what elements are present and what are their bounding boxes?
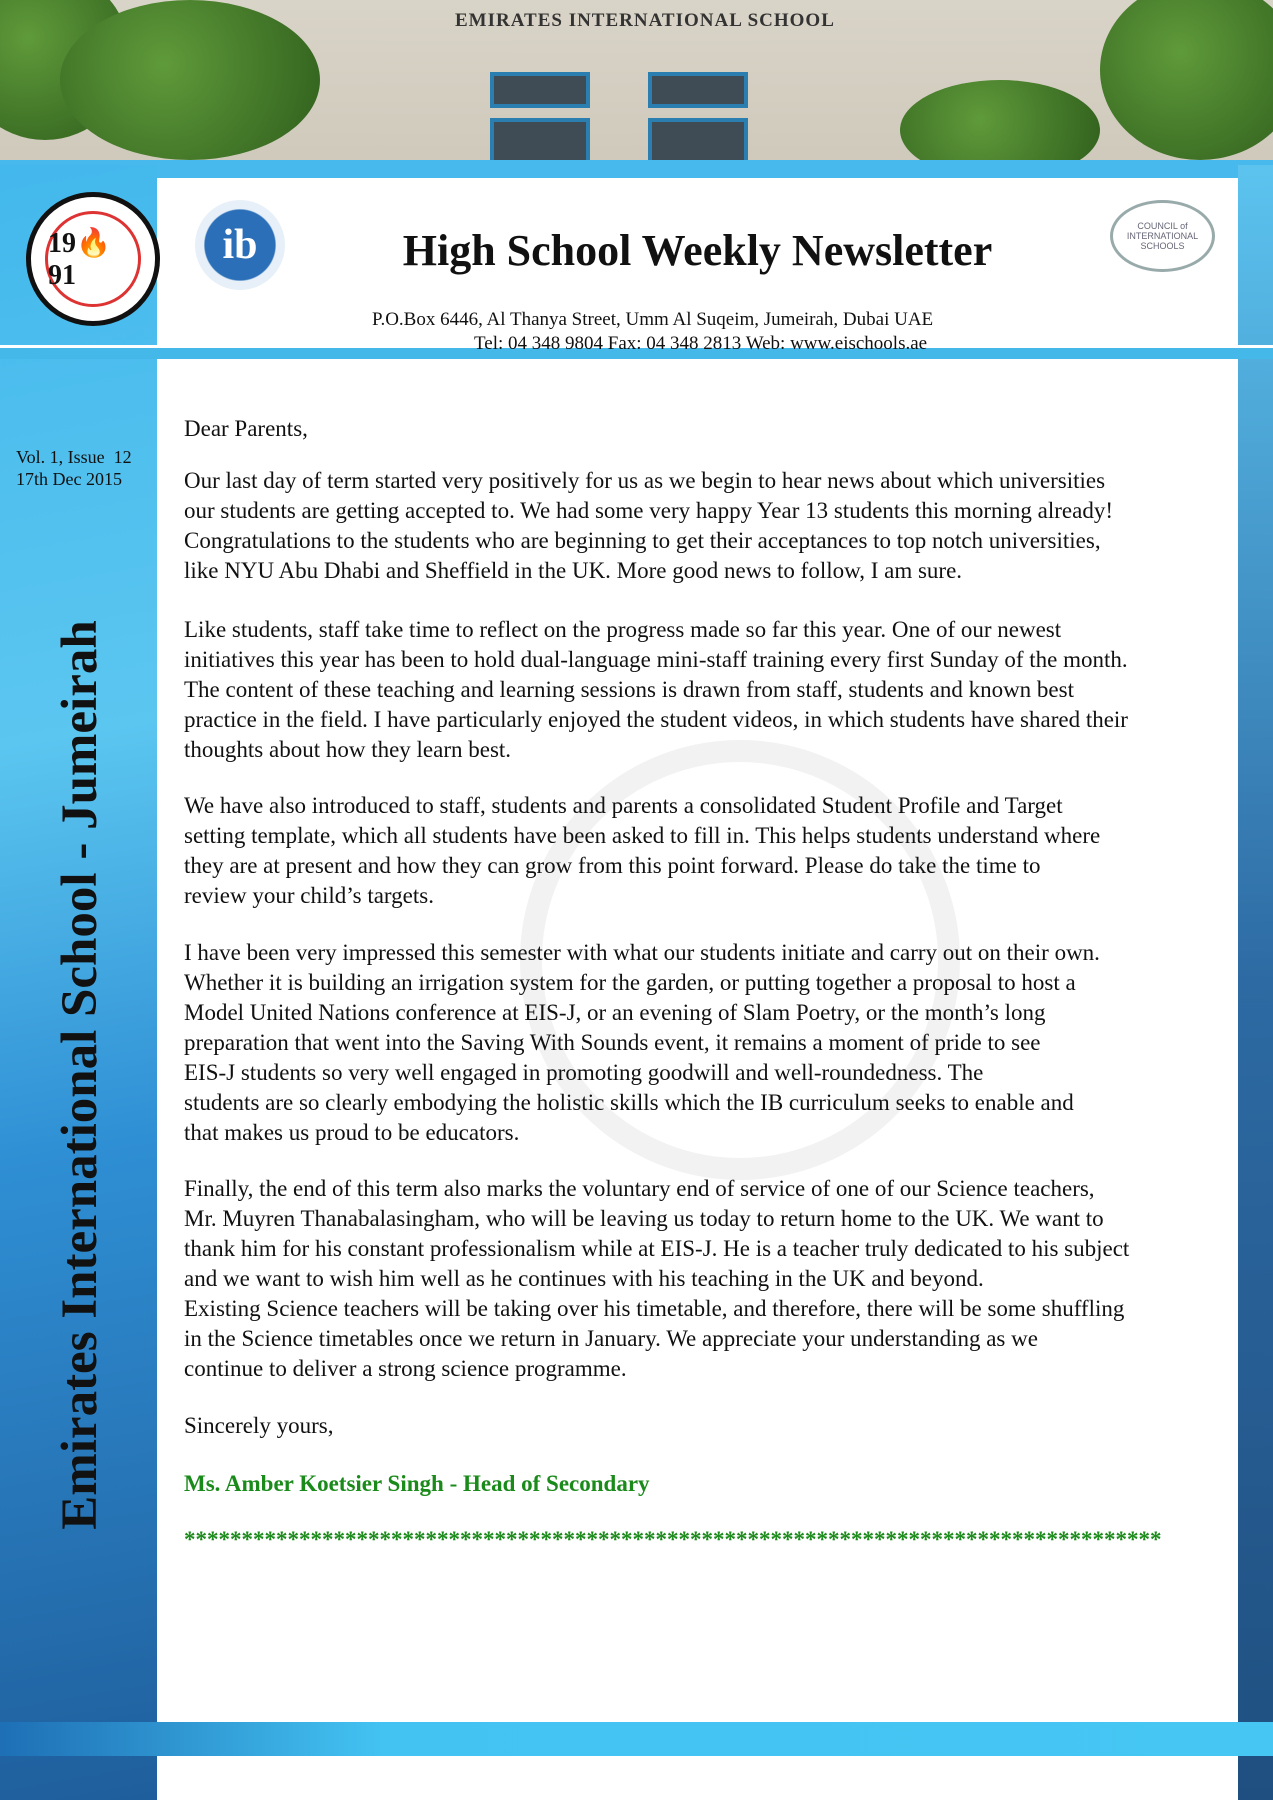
paragraph-5	[184, 1174, 1238, 1384]
text-line: We have also introduced to staff, students and parents a consolidated Student Profile and Target	[184, 793, 1063, 818]
contact-info: Tel: 04 348 9804 Fax: 04 348 2813 Web: www.eischools.ae	[474, 333, 928, 354]
star-divider: *************************************************************************************	[184, 1527, 1162, 1552]
text-line: our students are getting accepted to. We had some very happy Year 13 students this morning already!	[184, 498, 1113, 523]
eis-logo: 19🔥91	[26, 192, 160, 326]
text-line: Finally, the end of this term also marks the voluntary end of service of one of our Science teachers,	[184, 1176, 1095, 1201]
right-bar	[1238, 165, 1273, 1800]
address: P.O.Box 6446, Al Thanya Street, Umm Al Suqeim, Jumeirah, Dubai UAE	[372, 309, 934, 330]
greeting: Dear Parents,	[184, 416, 308, 441]
text-line: practice in the field. I have particularly enjoyed the student videos, in which students have shared their	[184, 707, 1128, 732]
paragraph-2	[184, 615, 1238, 765]
signature: Ms. Amber Koetsier Singh - Head of Secondary	[184, 1471, 650, 1496]
school-building-photo	[0, 0, 1273, 170]
volume-issue: Vol. 1, Issue 12	[16, 447, 132, 467]
text-line: The content of these teaching and learning sessions is drawn from staff, students and known best	[184, 677, 1074, 702]
text-line: initiatives this year has been to hold dual-language mini-staff training every first Sunday of the month.	[184, 647, 1128, 672]
text-line: and we want to wish him well as he continues with his teaching in the UK and beyond.	[184, 1266, 984, 1291]
building-sign: EMIRATES INTERNATIONAL SCHOOL	[455, 10, 835, 31]
text-line: Like students, staff take time to reflect on the progress made so far this year. One of our newest	[184, 617, 1062, 642]
text-line: Whether it is building an irrigation system for the garden, or putting together a proposal to host a	[184, 970, 1076, 995]
text-line: students are so clearly embodying the holistic skills which the IB curriculum seeks to enable and	[184, 1090, 1074, 1115]
paragraph-3	[184, 791, 1238, 911]
paragraph-4	[184, 938, 1238, 1148]
cis-logo: COUNCIL of INTERNATIONAL SCHOOLS	[1110, 200, 1215, 272]
closing: Sincerely yours,	[184, 1413, 334, 1438]
text-line: Our last day of term started very positively for us as we begin to hear news about which universities	[184, 468, 1106, 493]
text-line: Congratulations to the students who are beginning to get their acceptances to top notch universities,	[184, 528, 1101, 553]
issue-date: 17th Dec 2015	[16, 469, 122, 489]
text-line: EIS-J students so very well engaged in promoting goodwill and well-roundedness. The	[184, 1060, 984, 1085]
ib-world-school-logo: ib	[195, 200, 285, 290]
issue-info	[16, 446, 132, 490]
text-line: continue to deliver a strong science programme.	[184, 1356, 627, 1381]
text-line: preparation that went into the Saving With Sounds event, it remains a moment of pride to see	[184, 1030, 1041, 1055]
paragraph-1	[184, 466, 1238, 586]
footer-white	[157, 1762, 1238, 1800]
text-line: setting template, which all students have been asked to fill in. This helps students understand where	[184, 823, 1101, 848]
vertical-school-name: Emirates International School - Jumeirah	[52, 620, 108, 1530]
text-line: review your child’s targets.	[184, 883, 434, 908]
text-line: thank him for his constant professionalism while at EIS-J. He is a teacher truly dedicated to his subject	[184, 1236, 1130, 1261]
text-line: like NYU Abu Dhabi and Sheffield in the UK. More good news to follow, I am sure.	[184, 558, 963, 583]
text-line: that makes us proud to be educators.	[184, 1120, 520, 1145]
text-line: I have been very impressed this semester with what our students initiate and carry out on their own.	[184, 940, 1100, 965]
text-line: Model United Nations conference at EIS-J, or an evening of Slam Poetry, or the month’s long	[184, 1000, 1046, 1025]
text-line: thoughts about how they learn best.	[184, 737, 512, 762]
newsletter-title: High School Weekly Newsletter	[402, 226, 993, 275]
text-line: Mr. Muyren Thanabalasingham, who will be leaving us today to return home to the UK. We want to	[184, 1206, 1104, 1231]
text-line: in the Science timetables once we return in January. We appreciate your understanding as we	[184, 1326, 1038, 1351]
text-line: they are at present and how they can grow from this point forward. Please do take the time to	[184, 853, 1041, 878]
text-line: Existing Science teachers will be taking over his timetable, and therefore, there will be some shuffling	[184, 1296, 1125, 1321]
footer-band	[0, 1722, 1273, 1756]
